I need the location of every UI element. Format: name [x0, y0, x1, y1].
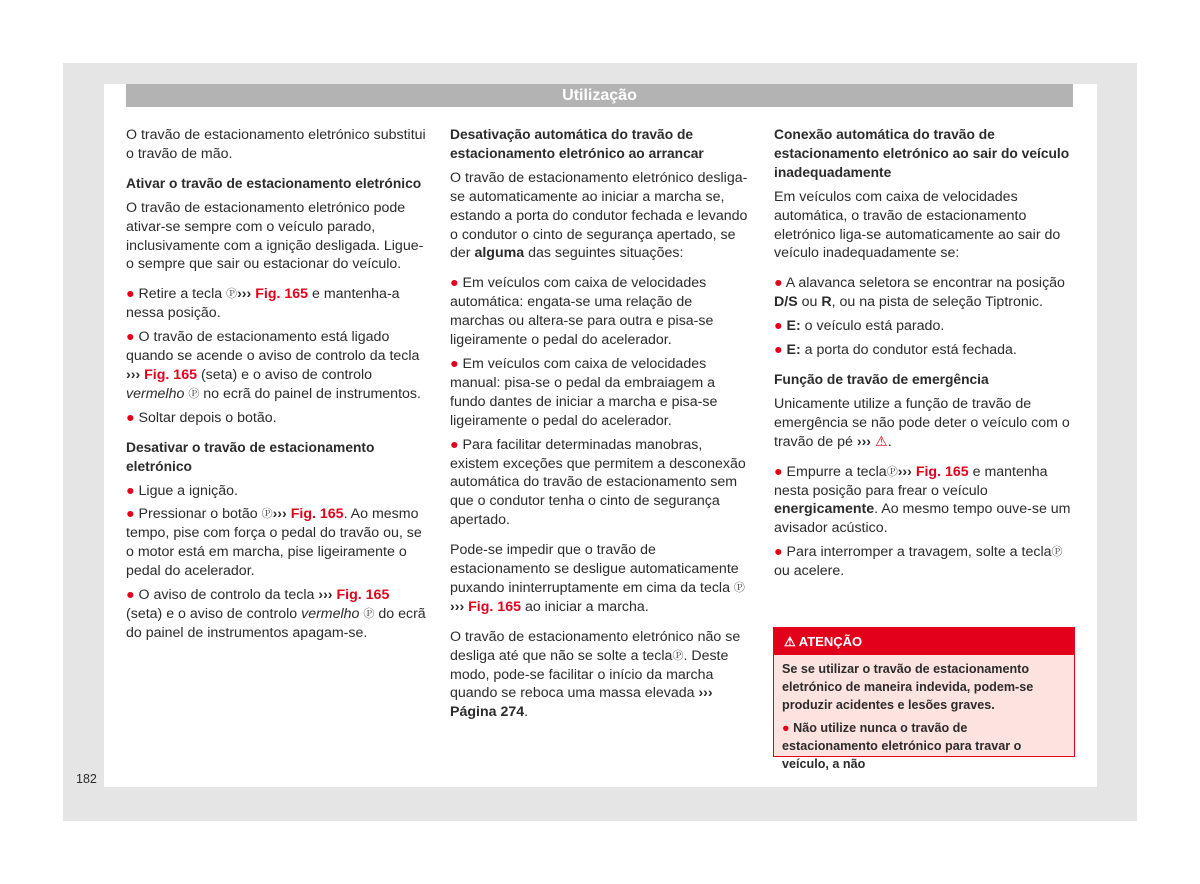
cross-reference-arrow-icon: ›››	[237, 286, 252, 303]
list-item: ● O travão de estacionamento está ligado quando se acende o aviso de controlo da tecla ››› Fig. 165 (seta) e o aviso de controlo vermelho Ⓟ no ecrã do painel de instrumentos.	[126, 329, 421, 402]
figure-link[interactable]: Fig. 165	[336, 587, 390, 604]
bullet-icon: ●	[126, 409, 135, 426]
figure-link[interactable]: Fig. 165	[290, 506, 344, 523]
list-item: ● Ligue a ignição.	[126, 482, 238, 499]
activate-heading: Ativar o travão de estacionamento eletrónico	[126, 175, 422, 191]
bullet-icon: ●	[126, 329, 135, 346]
bullet-icon: ●	[126, 587, 135, 604]
warning-text: Se se utilizar o travão de estacionamento eletrónico de maneira indevida, podem-se produzir acidentes e lesões graves.	[782, 662, 1034, 712]
figure-link[interactable]: Fig. 165	[255, 286, 309, 303]
bullet-icon: ●	[126, 482, 135, 499]
list-item: ● Em veículos com caixa de velocidades automática: engata-se uma relação de marchas ou altera-se para outra e pisa-se ligeiramente o pedal do acelerador.	[450, 275, 714, 349]
prevent-release-paragraph: Pode-se impedir que o travão de estacionamento se desligue automaticamente puxando ininterruptamente em cima da tecla Ⓟ ››› Fig. 165 ao iniciar a marcha.	[450, 542, 745, 615]
bullet-icon: ●	[774, 342, 783, 359]
emergency-heading: Função de travão de emergência	[774, 371, 989, 387]
warning-triangle-icon: ⚠	[874, 433, 888, 450]
page-link[interactable]: Página 274	[450, 704, 525, 721]
figure-link[interactable]: Fig. 165	[915, 463, 969, 480]
bullet-icon: ●	[774, 463, 783, 480]
cross-reference-arrow-icon: ›››	[450, 598, 465, 615]
figure-link[interactable]: Fig. 165	[468, 598, 521, 615]
section-header: Utilização	[126, 84, 1073, 107]
list-item: ● E: a porta do condutor está fechada.	[774, 342, 1017, 359]
bullet-icon: ●	[450, 355, 459, 372]
cross-reference-arrow-icon: ›››	[272, 506, 287, 523]
parking-brake-icon: Ⓟ	[226, 288, 238, 301]
bullet-icon: ●	[774, 318, 783, 335]
cross-reference-arrow-icon: ›››	[856, 433, 872, 450]
parking-brake-icon: Ⓟ	[363, 607, 375, 620]
warning-header	[774, 628, 1074, 655]
list-item: ● Para interromper a travagem, solte a teclaⓅ ou acelere.	[774, 544, 1063, 580]
list-item: ● Para facilitar determinadas manobras, existem exceções que permitem a desconexão automática do travão de estacionamento sem que o condutor tenha o cinto de segurança apertado.	[450, 436, 746, 529]
cross-reference-arrow-icon: ›››	[698, 685, 713, 702]
list-item: ● A alavanca seletora se encontrar na posição D/S ou R, ou na pista de seleção Tiptronic.	[774, 275, 1065, 311]
activate-paragraph: O travão de estacionamento eletrónico pode ativar-se sempre com o veículo parado, inclusivamente com a ignição desligada. Ligue-o sempre que sair ou estacionar do veículo.	[126, 199, 424, 273]
bullet-icon: ●	[450, 275, 459, 292]
parking-brake-icon: Ⓟ	[261, 508, 273, 521]
bullet-icon: ●	[126, 286, 135, 303]
intro-paragraph: O travão de estacionamento eletrónico substitui o travão de mão.	[126, 127, 426, 162]
warning-box	[773, 627, 1075, 771]
column-2	[450, 126, 750, 733]
cross-reference-arrow-icon: ›››	[126, 366, 141, 383]
warning-title: ATENÇÃO	[798, 634, 863, 649]
warning-triangle-icon: ⚠	[784, 634, 796, 649]
list-item: ● Empurre a teclaⓅ››› Fig. 165 e mantenha nesta posição para frear o veículo energicamente. Ao mesmo tempo ouve-se um avisador acústico.	[774, 463, 1071, 537]
page-number: 182	[76, 772, 97, 786]
list-item: ● Soltar depois o botão.	[126, 409, 277, 426]
list-item: ● O aviso de controlo da tecla ››› Fig. 165 (seta) e o aviso de controlo vermelho Ⓟ do ecrã do painel de instrumentos apagam-se.	[126, 587, 426, 641]
column-3	[774, 126, 1074, 592]
list-item: ● E: o veículo está parado.	[774, 318, 945, 335]
parking-brake-icon: Ⓟ	[733, 581, 745, 594]
parking-brake-icon: Ⓟ	[672, 649, 684, 662]
warning-body	[774, 655, 1074, 773]
auto-release-paragraph: O travão de estacionamento eletrónico desliga-se automaticamente ao iniciar a marcha se, estando a porta do condutor fechada e levando o condutor o cinto de segurança apertado, se der alguma das seguintes situações:	[450, 169, 748, 262]
parking-brake-icon: Ⓟ	[188, 387, 200, 400]
bullet-icon: ●	[774, 544, 783, 561]
bullet-icon: ●	[782, 721, 790, 735]
auto-release-heading: Desativação automática do travão de estacionamento eletrónico ao arrancar	[450, 127, 704, 161]
bullet-icon: ●	[126, 506, 135, 523]
parking-brake-icon: Ⓟ	[886, 465, 898, 478]
figure-link[interactable]: Fig. 165	[144, 366, 197, 383]
bullet-icon: ●	[774, 275, 783, 292]
cross-reference-arrow-icon: ›››	[897, 463, 912, 480]
bullet-icon: ●	[450, 436, 459, 453]
auto-connect-heading: Conexão automática do travão de estacionamento eletrónico ao sair do veículo inadequadamente	[774, 127, 1070, 180]
warning-list-item: ● Não utilize nunca o travão de estacionamento eletrónico para travar o veículo, a não	[782, 721, 1022, 771]
parking-brake-icon: Ⓟ	[1051, 546, 1063, 559]
emergency-paragraph: Unicamente utilize a função de travão de emergência se não pode deter o veículo com o travão de pé ››› ⚠.	[774, 395, 1070, 450]
column-1	[126, 126, 426, 654]
auto-connect-paragraph: Em veículos com caixa de velocidades automática, o travão de estacionamento eletrónico liga-se automaticamente ao sair do veículo inadequadamente se:	[774, 188, 1061, 262]
list-item: ● Em veículos com caixa de velocidades manual: pisa-se o pedal da embraiagem a fundo dantes de iniciar a marcha e pisa-se ligeiramente o pedal do acelerador.	[450, 355, 718, 429]
list-item: ● Retire a tecla Ⓟ››› Fig. 165 e mantenha-a nessa posição.	[126, 286, 400, 322]
towing-paragraph: O travão de estacionamento eletrónico não se desliga até que não se solte a teclaⓅ. Deste modo, pode-se facilitar o início da marcha quando se reboca uma massa elevada ››› Página 274.	[450, 628, 741, 721]
list-item: ● Pressionar o botão Ⓟ››› Fig. 165. Ao mesmo tempo, pise com força o pedal do travão ou, se o motor está em marcha, pise ligeiramente o pedal do acelerador.	[126, 506, 422, 580]
deactivate-heading: Desativar o travão de estacionamento eletrónico	[126, 439, 375, 474]
cross-reference-arrow-icon: ›››	[318, 587, 333, 604]
